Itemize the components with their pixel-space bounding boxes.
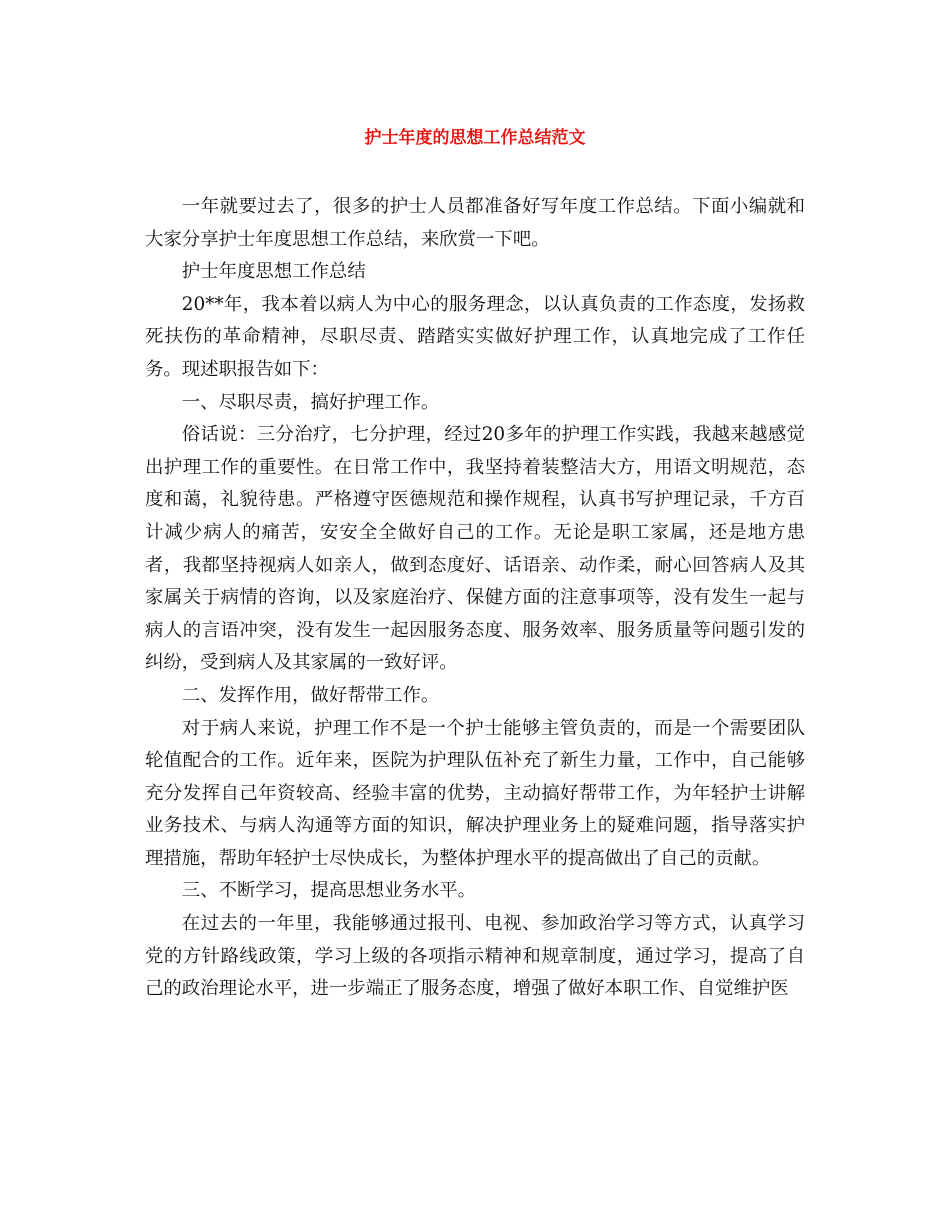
- paragraph-subtitle: 护士年度思想工作总结: [181, 261, 366, 283]
- paragraph-section-1: 俗话说：三分治疗，七分护理，经过20多年的护理工作实践，我越来越感觉出护理工作的重要性。在日常工作中，我坚持着装整洁大方，用语文明规范，态度和蔼，礼貌待患。严格遵守医德规范和操作规程，认真书写护理记录，千方百计减少病人的痛苦，安安全全做好自己的工作。无论是职工家属，还是地方患者，我都坚持视病人如亲人，做到态度好、话语亲、动作柔，耐心回答病人及其家属关于病情的咨询，以及家庭治疗、保健方面的注意事项等，没有发生一起与病人的言语冲突，没有发生一起因服务态度、服务效率、服务质量等问题引发的纠纷，受到病人及其家属的一致好评。: [145, 424, 805, 674]
- section-heading-1: 一、尽职尽责，搞好护理工作。: [181, 391, 440, 413]
- paragraph-intro: 一年就要过去了，很多的护士人员都准备好写年度工作总结。下面小编就和大家分享护士年度思想工作总结，来欣赏一下吧。: [145, 196, 805, 250]
- section-heading-2: 二、发挥作用，做好帮带工作。: [181, 684, 440, 706]
- document-body: [145, 191, 805, 1006]
- paragraph-section-3: 在过去的一年里，我能够通过报刊、电视、参加政治学习等方式，认真学习党的方针路线政策，学习上级的各项指示精神和规章制度，通过学习，提高了自己的政治理论水平，进一步端正了服务态度，增强了做好本职工作、自觉维护医: [145, 913, 805, 1000]
- paragraph-section-2: 对于病人来说，护理工作不是一个护士能够主管负责的，而是一个需要团队轮值配合的工作。近年来，医院为护理队伍补充了新生力量，工作中，自己能够充分发挥自己年资较高、经验丰富的优势，主动搞好帮带工作，为年轻护士讲解业务技术、与病人沟通等方面的知识，解决护理业务上的疑难问题，指导落实护理措施，帮助年轻护士尽快成长，为整体护理水平的提高做出了自己的贡献。: [145, 717, 805, 869]
- section-heading-3: 三、不断学习，提高思想业务水平。: [181, 880, 477, 902]
- paragraph-overview: 20**年，我本着以病人为中心的服务理念，以认真负责的工作态度，发扬救死扶伤的革命精神，尽职尽责、踏踏实实做好护理工作，认真地完成了工作任务。现述职报告如下：: [145, 293, 805, 380]
- document-title: 护士年度的思想工作总结范文: [364, 128, 586, 148]
